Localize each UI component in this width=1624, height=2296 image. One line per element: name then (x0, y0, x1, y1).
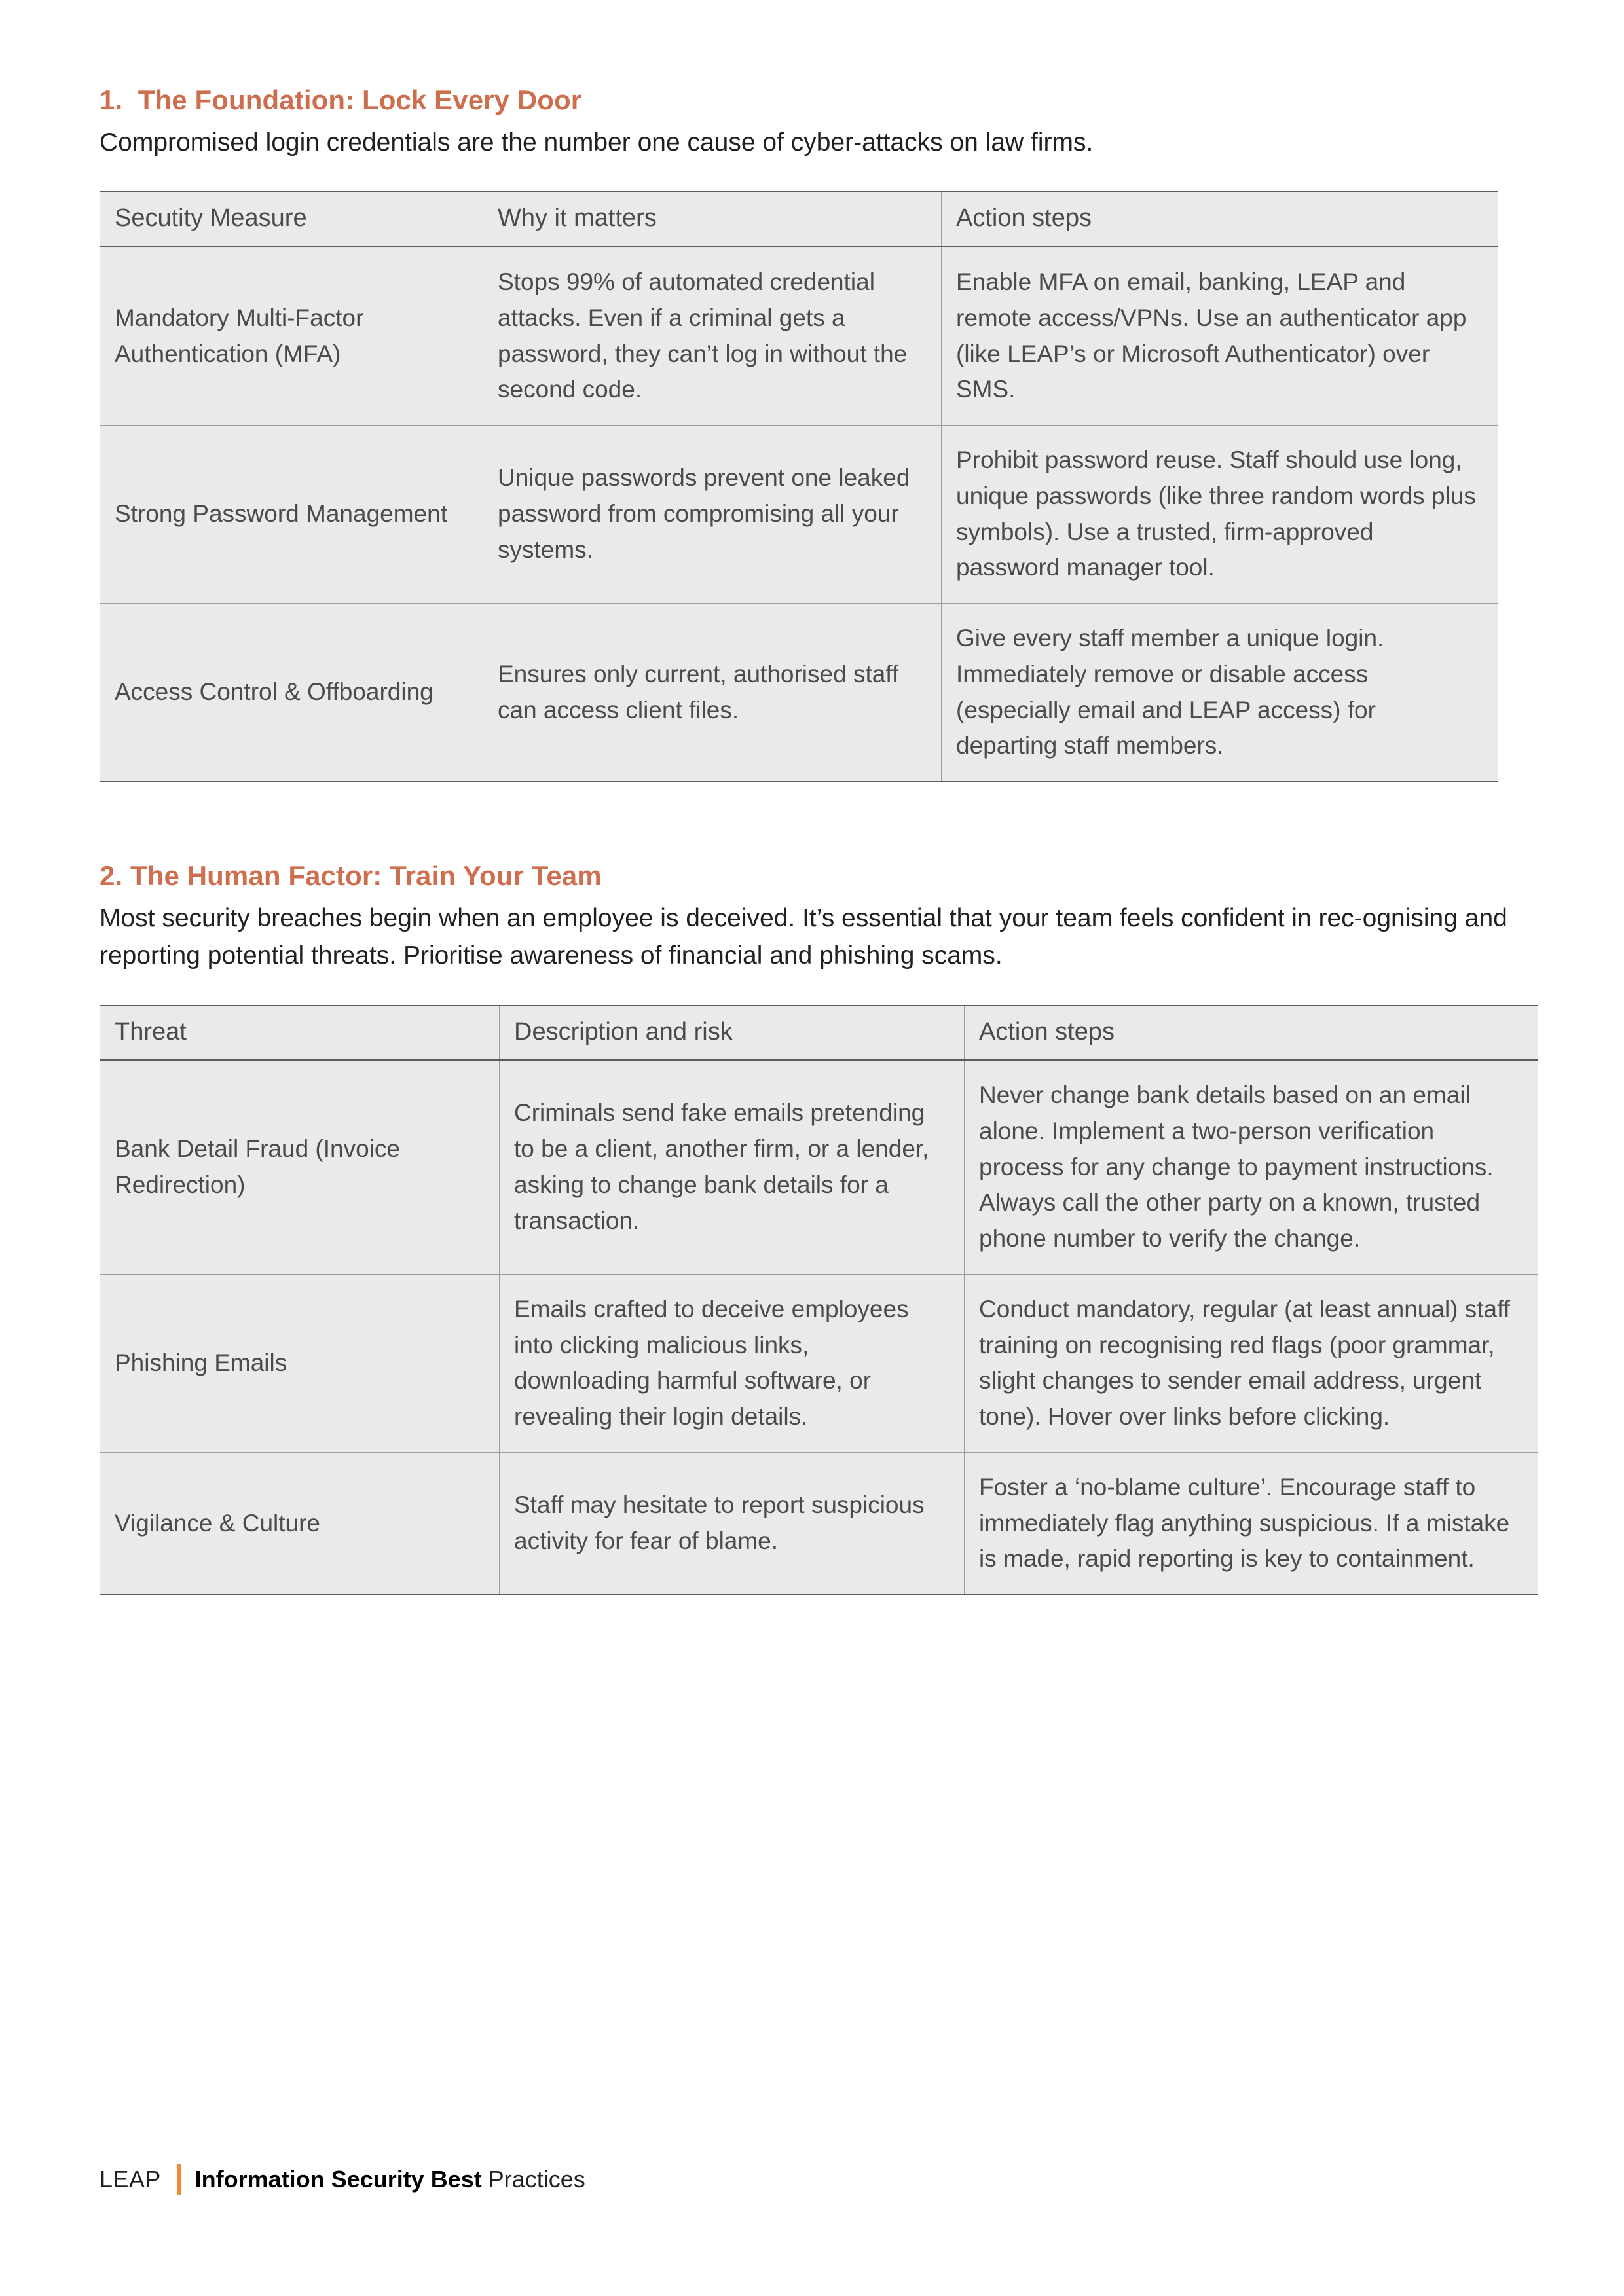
section-gap (100, 782, 1540, 860)
table-row (100, 604, 1498, 782)
cell-why: Unique passwords prevent one leaked password from compromising all your systems. (483, 426, 942, 604)
spacer (100, 161, 1540, 191)
column-header-threat: Threat (100, 1006, 500, 1061)
table-header-row (100, 1006, 1538, 1061)
page-footer (100, 2164, 585, 2195)
footer-brand-leap: LEAP (100, 2166, 161, 2193)
section-1-heading: 1. The Foundation: Lock Every Door (100, 84, 582, 115)
table-row (100, 247, 1498, 426)
section-2-intro: Most security breaches begin when an employee is deceived. It’s essential that your team feels confident in rec-ognising and reporting potential threats. Prioritise awareness of financial and phishing scams. (100, 903, 1507, 970)
security-measures-table (100, 191, 1498, 782)
column-header-action-steps: Action steps (965, 1006, 1538, 1061)
cell-why: Stops 99% of automated credential attacks. Even if a criminal gets a password, they can’t log in without the second code. (483, 247, 942, 426)
cell-actions: Foster a ‘no-blame culture’. Encourage staff to immediately flag anything suspicious. If a mistake is made, rapid reporting is key to containment. (965, 1452, 1538, 1595)
cell-threat: Bank Detail Fraud (Invoice Redirection) (100, 1060, 500, 1274)
cell-why: Ensures only current, authorised staff can access client files. (483, 604, 942, 782)
cell-description: Staff may hesitate to report suspicious activity for fear of blame. (500, 1452, 965, 1595)
cell-actions: Enable MFA on email, banking, LEAP and remote access/VPNs. Use an authenticator app (like LEAP’s or Microsoft Authenticator) over SMS. (942, 247, 1498, 426)
table-row (100, 426, 1498, 604)
section-2-heading: 2. The Human Factor: Train Your Team (100, 860, 602, 892)
table-row (100, 1452, 1538, 1595)
footer-doc-title-rest: Practices (481, 2166, 585, 2193)
cell-description: Emails crafted to deceive employees into clicking malicious links, downloading harmful software, or revealing their login details. (500, 1274, 965, 1452)
cell-actions: Prohibit password reuse. Staff should use long, unique passwords (like three random words plus symbols). Use a trusted, firm-approved password manager tool. (942, 426, 1498, 604)
column-header-description-and-risk: Description and risk (500, 1006, 965, 1061)
column-header-why-it-matters: Why it matters (483, 192, 942, 247)
cell-threat: Phishing Emails (100, 1274, 500, 1452)
footer-doc-title-bold: Information Security Best (194, 2166, 482, 2193)
cell-measure: Strong Password Management (100, 426, 483, 604)
footer-divider-bar (177, 2164, 181, 2195)
cell-threat: Vigilance & Culture (100, 1452, 500, 1595)
document-content (100, 84, 1540, 1595)
cell-actions: Give every staff member a unique login. Immediately remove or disable access (especially email and LEAP access) for departing staff members. (942, 604, 1498, 782)
table-header-row (100, 192, 1498, 247)
cell-actions: Conduct mandatory, regular (at least annual) staff training on recognising red flags (poor grammar, slight changes to sender email address, urgent tone). Hover over links before clicking. (965, 1274, 1538, 1452)
section-1-intro: Compromised login credentials are the number one cause of cyber-attacks on law firms. (100, 128, 1094, 156)
spacer (100, 975, 1540, 1005)
column-header-action-steps: Action steps (942, 192, 1498, 247)
cell-description: Criminals send fake emails pretending to be a client, another firm, or a lender, asking to change bank details for a transaction. (500, 1060, 965, 1274)
table-row (100, 1060, 1538, 1274)
cell-measure: Access Control & Offboarding (100, 604, 483, 782)
cell-actions: Never change bank details based on an email alone. Implement a two-person verification process for any change to payment instructions. Always call the other party on a known, trusted phone number to verify the change. (965, 1060, 1538, 1274)
cell-measure: Mandatory Multi-Factor Authentication (MFA) (100, 247, 483, 426)
threats-table (100, 1005, 1538, 1596)
table-row (100, 1274, 1538, 1452)
column-header-security-measure: Secutity Measure (100, 192, 483, 247)
